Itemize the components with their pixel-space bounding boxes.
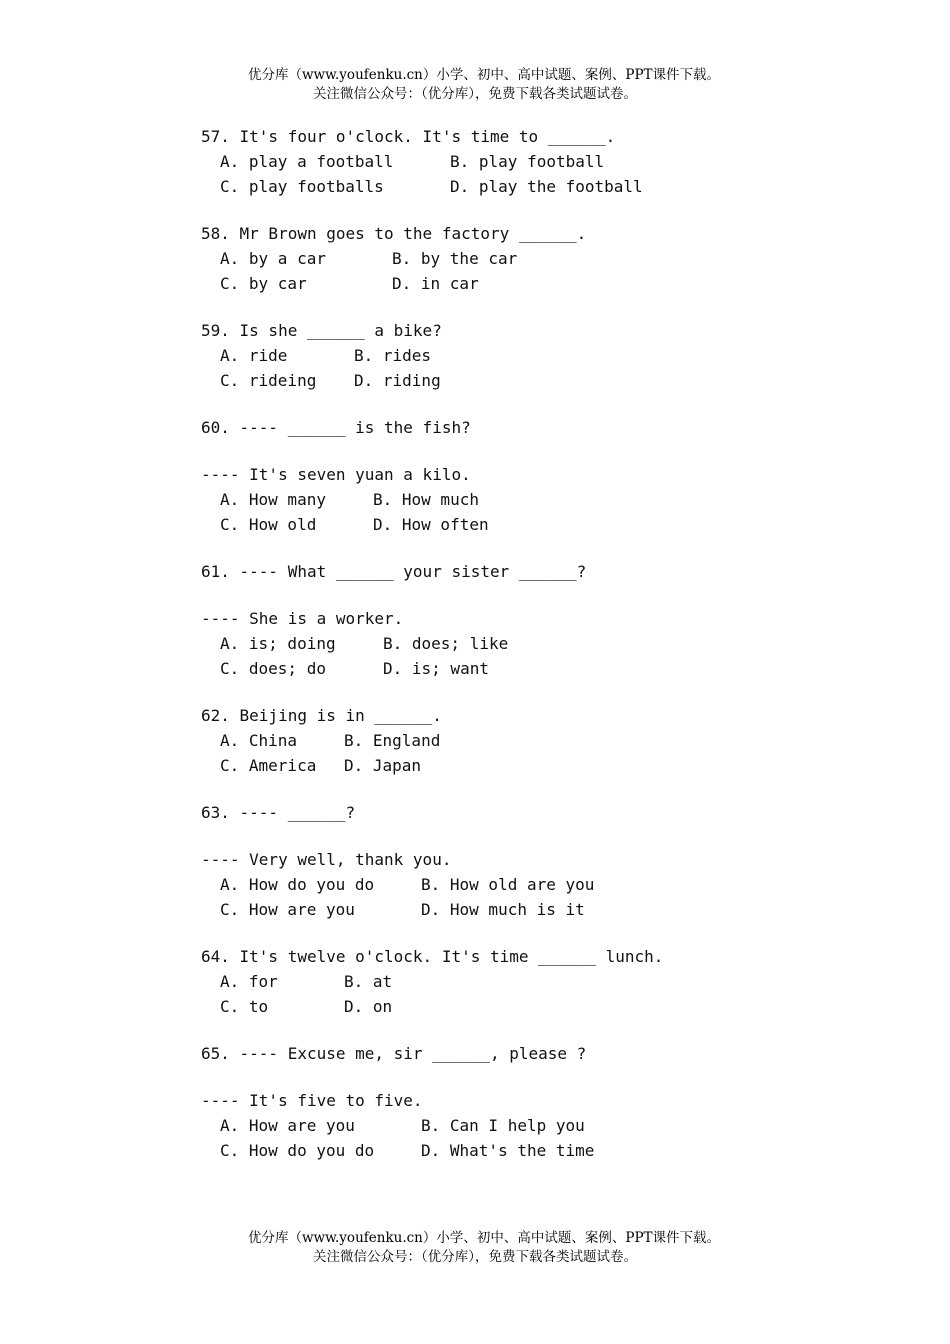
- option-a: A. How many: [220, 490, 326, 509]
- option-a: A. is; doing: [220, 634, 336, 653]
- option-row: [201, 897, 861, 922]
- question-57: [201, 124, 861, 199]
- question-stem: 64. It's twelve o'clock. It's time ______ lunch.: [201, 947, 664, 966]
- question-63: [201, 800, 861, 922]
- option-row: [201, 994, 861, 1019]
- option-d: D. How much is it: [421, 900, 585, 919]
- option-c: C. rideing: [220, 371, 317, 390]
- option-row: [201, 246, 861, 271]
- question-58: [201, 221, 861, 296]
- question-stem: 57. It's four o'clock. It's time to ______.: [201, 127, 616, 146]
- option-row: [201, 631, 861, 656]
- option-a: A. for: [220, 972, 278, 991]
- option-row: [201, 969, 861, 994]
- question-reply: ---- It's five to five.: [201, 1091, 423, 1110]
- question-stem: 65. ---- Excuse me, sir ______, please ?: [201, 1044, 587, 1063]
- option-c: C. How are you: [220, 900, 355, 919]
- page-footer: [0, 1229, 950, 1267]
- option-row: [201, 271, 861, 296]
- question-reply: ---- She is a worker.: [201, 609, 404, 628]
- header-line-1: 优分库（www.youfenku.cn）小学、初中、高中试题、案例、PPT课件下载。: [247, 67, 721, 83]
- option-row: [201, 872, 861, 897]
- question-stem: 62. Beijing is in ______.: [201, 706, 442, 725]
- option-d: D. in car: [392, 274, 479, 293]
- option-c: C. play footballs: [220, 177, 384, 196]
- option-row: [201, 343, 861, 368]
- option-b: B. by the car: [392, 249, 518, 268]
- option-a: A. play a football: [220, 152, 394, 171]
- question-62: [201, 703, 861, 778]
- question-stem: 61. ---- What ______ your sister ______?: [201, 562, 587, 581]
- option-a: A. by a car: [220, 249, 326, 268]
- question-reply: ---- It's seven yuan a kilo.: [201, 465, 471, 484]
- question-61: [201, 559, 861, 681]
- option-b: B. play football: [450, 152, 605, 171]
- question-stem: 63. ---- ______?: [201, 803, 356, 822]
- option-c: C. by car: [220, 274, 307, 293]
- footer-line-2: 关注微信公众号：（优分库），免费下载各类试题试卷。: [313, 1249, 637, 1265]
- question-list: [201, 124, 861, 1163]
- option-a: A. How are you: [220, 1116, 355, 1135]
- option-row: [201, 1138, 861, 1163]
- question-stem: 58. Mr Brown goes to the factory ______.: [201, 224, 587, 243]
- question-60: [201, 415, 861, 537]
- option-row: [201, 368, 861, 393]
- option-c: C. How do you do: [220, 1141, 375, 1160]
- header-line-2: 关注微信公众号：（优分库），免费下载各类试题试卷。: [313, 86, 637, 102]
- option-c: C. How old: [220, 515, 317, 534]
- option-b: B. How much: [373, 490, 479, 509]
- option-row: [201, 728, 861, 753]
- question-stem: 60. ---- ______ is the fish?: [201, 418, 471, 437]
- option-row: [201, 149, 861, 174]
- option-row: [201, 487, 861, 512]
- option-row: [201, 656, 861, 681]
- option-d: D. How often: [373, 515, 489, 534]
- footer-line-1: 优分库（www.youfenku.cn）小学、初中、高中试题、案例、PPT课件下载。: [247, 1230, 721, 1246]
- question-stem: 59. Is she ______ a bike?: [201, 321, 442, 340]
- option-d: D. riding: [354, 371, 441, 390]
- option-b: B. at: [344, 972, 393, 991]
- option-c: C. America: [220, 756, 317, 775]
- option-a: A. How do you do: [220, 875, 375, 894]
- option-b: B. rides: [354, 346, 432, 365]
- option-c: C. to: [220, 997, 269, 1016]
- option-b: B. England: [344, 731, 441, 750]
- question-64: [201, 944, 861, 1019]
- option-b: B. does; like: [383, 634, 509, 653]
- question-reply: ---- Very well, thank you.: [201, 850, 452, 869]
- option-d: D. on: [344, 997, 393, 1016]
- option-d: D. Japan: [344, 756, 422, 775]
- option-a: A. China: [220, 731, 298, 750]
- option-row: [201, 512, 861, 537]
- option-b: B. How old are you: [421, 875, 595, 894]
- option-d: D. What's the time: [421, 1141, 595, 1160]
- option-row: [201, 1113, 861, 1138]
- option-b: B. Can I help you: [421, 1116, 585, 1135]
- option-c: C. does; do: [220, 659, 326, 678]
- page-header: [0, 66, 950, 104]
- option-d: D. play the football: [450, 177, 643, 196]
- question-59: [201, 318, 861, 393]
- option-row: [201, 753, 861, 778]
- option-a: A. ride: [220, 346, 288, 365]
- option-row: [201, 174, 861, 199]
- option-d: D. is; want: [383, 659, 489, 678]
- question-65: [201, 1041, 861, 1163]
